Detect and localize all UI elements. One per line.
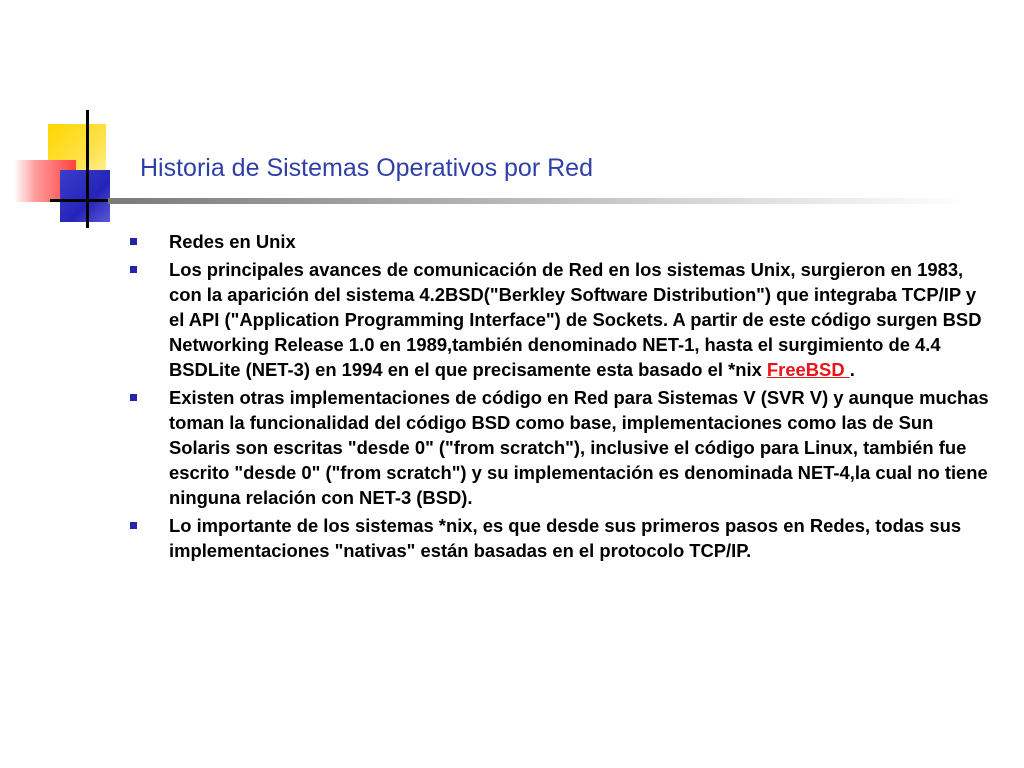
freebsd-link[interactable]: FreeBSD <box>766 359 850 380</box>
slide-title: Historia de Sistemas Operativos por Red <box>140 154 593 182</box>
bullet-text-end: . <box>849 359 855 380</box>
bullet-text: Los principales avances de comunicación de Red en los sistemas Unix, surgieron en 1983, con la aparición del sistema 4.2BSD("Berkley Software Distribution") que integraba TCP/IP y el API ("Application Programming Interface") de Sockets. A partir de este código surgen BSD Networking Release 1.0 en 1989,también denominado NET-1, hasta el surgimiento de 4.4 BSDLite (NET-3) en 1994 en el que precisamente esta basado el *nix <box>169 259 982 380</box>
bullet-text: Redes en Unix <box>169 231 296 252</box>
square-bullet-icon <box>130 266 137 273</box>
square-bullet-icon <box>130 522 137 529</box>
bullet-item <box>130 257 990 382</box>
bullet-list <box>130 229 990 566</box>
bullet-text: Lo importante de los sistemas *nix, es que desde sus primeros pasos en Redes, todas sus implementaciones "nativas" están basadas en el protocolo TCP/IP. <box>169 515 962 561</box>
logo-vertical-line <box>86 110 89 228</box>
title-underline-rule <box>108 198 968 204</box>
blue-square-icon <box>60 170 110 222</box>
bullet-item <box>130 385 990 510</box>
bullet-item <box>130 229 990 254</box>
square-bullet-icon <box>130 394 137 401</box>
bullet-text: Existen otras implementaciones de código en Red para Sistemas V (SVR V) y aunque muchas toman la funcionalidad del código BSD como base, implementaciones como las de Sun Solaris son escritas "desde 0" ("from scratch"), inclusive el código para Linux, también fue escrito "desde 0" ("from scratch") y su implementación es denominada NET-4,la cual no tiene ninguna relación con NET-3 (BSD). <box>169 387 989 508</box>
bullet-item <box>130 513 990 563</box>
square-bullet-icon <box>130 238 137 245</box>
